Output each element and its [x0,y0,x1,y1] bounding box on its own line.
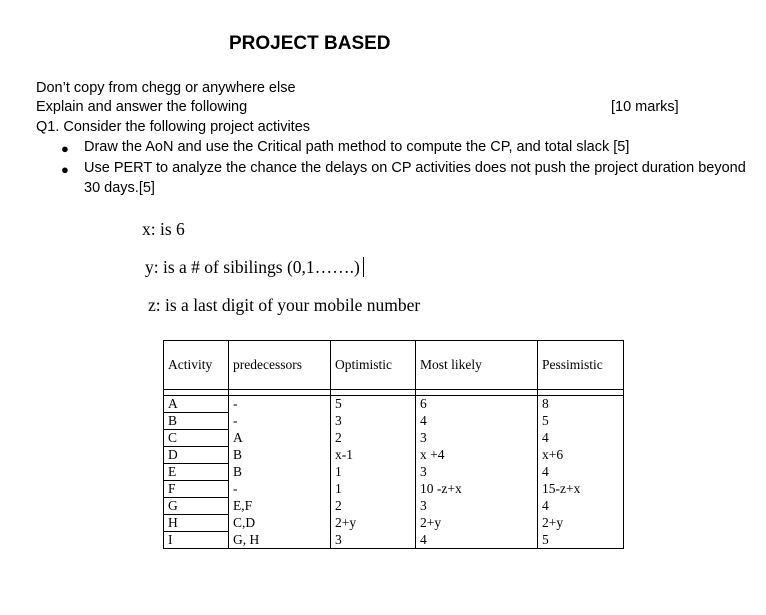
bullet-item-cpm: Draw the AoN and use the Critical path method to compute the CP, and total slack [5] [84,139,630,155]
table-row [164,430,624,447]
cell-optimistic: 2+y [331,515,416,532]
cell-predecessors: G, H [229,532,331,549]
marks-label: [10 marks] [611,99,679,115]
activity-table [163,340,624,549]
cell-activity: F [164,481,229,498]
cell-optimistic: 5 [331,396,416,413]
cell-most-likely: 3 [416,430,538,447]
cell-pessimistic: 8 [538,396,624,413]
cell-pessimistic: 4 [538,464,624,481]
cell-most-likely: 2+y [416,515,538,532]
cell-predecessors: - [229,396,331,413]
variable-x: x: is 6 [142,219,185,239]
bullet-item-pert-cont: 30 days.[5] [84,180,155,196]
table-row [164,481,624,498]
cell-activity: B [164,413,229,430]
bullet-item-pert: Use PERT to analyze the chance the delays on CP activities does not push the project duration beyond [84,160,746,176]
cell-predecessors: - [229,413,331,430]
cell-optimistic: x-1 [331,447,416,464]
cell-predecessors: E,F [229,498,331,515]
intro-line-copy-warning: Don’t copy from chegg or anywhere else [36,80,296,96]
bullet-icon: ● [61,162,69,177]
header-predecessors: predecessors [229,341,331,390]
cell-optimistic: 1 [331,481,416,498]
text-cursor [363,257,364,277]
cell-activity: D [164,447,229,464]
cell-pessimistic: 4 [538,498,624,515]
cell-pessimistic: 15-z+x [538,481,624,498]
table-row [164,396,624,413]
variable-y-text: y: is a # of sibilings (0,1…….) [145,257,360,277]
cell-activity: H [164,515,229,532]
table-header-row [164,341,624,390]
cell-predecessors: B [229,447,331,464]
cell-activity: A [164,396,229,413]
table-row [164,498,624,515]
cell-activity: E [164,464,229,481]
table-row [164,515,624,532]
cell-pessimistic: 5 [538,413,624,430]
cell-predecessors: - [229,481,331,498]
cell-optimistic: 2 [331,430,416,447]
cell-most-likely: x +4 [416,447,538,464]
bullet-icon: ● [61,141,69,156]
table-row [164,447,624,464]
cell-optimistic: 3 [331,532,416,549]
cell-most-likely: 4 [416,532,538,549]
variable-z: z: is a last digit of your mobile number [148,295,421,315]
cell-activity: C [164,430,229,447]
cell-most-likely: 3 [416,464,538,481]
cell-pessimistic: 2+y [538,515,624,532]
header-pessimistic: Pessimistic [538,341,624,390]
cell-most-likely: 10 -z+x [416,481,538,498]
cell-optimistic: 2 [331,498,416,515]
header-most-likely: Most likely [416,341,538,390]
question-line: Q1. Consider the following project activites [36,119,311,135]
cell-pessimistic: 4 [538,430,624,447]
header-activity: Activity [164,341,229,390]
cell-predecessors: B [229,464,331,481]
cell-activity: I [164,532,229,549]
header-optimistic: Optimistic [331,341,416,390]
table-row [164,532,624,549]
table-row [164,413,624,430]
cell-most-likely: 3 [416,498,538,515]
cell-most-likely: 6 [416,396,538,413]
cell-optimistic: 1 [331,464,416,481]
cell-pessimistic: x+6 [538,447,624,464]
cell-most-likely: 4 [416,413,538,430]
table-row [164,464,624,481]
page-title: PROJECT BASED [229,33,391,54]
intro-line-explain: Explain and answer the following [36,99,248,115]
cell-optimistic: 3 [331,413,416,430]
cell-predecessors: A [229,430,331,447]
cell-activity: G [164,498,229,515]
cell-pessimistic: 5 [538,532,624,549]
cell-predecessors: C,D [229,515,331,532]
variable-y [145,257,364,278]
